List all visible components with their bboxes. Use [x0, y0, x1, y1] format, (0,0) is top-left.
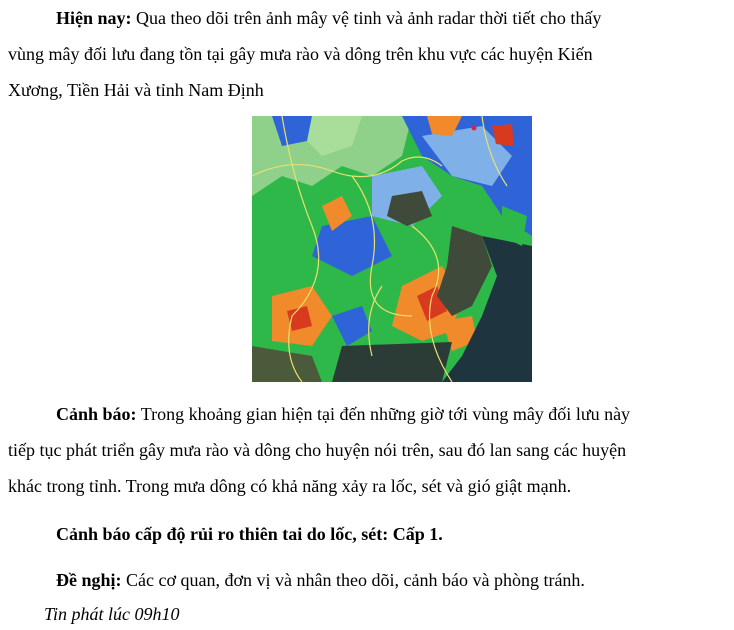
current-line-2: vùng mây đối lưu đang tồn tại gây mưa rào và dông trên khu vực các huyện Kiến	[8, 44, 593, 64]
current-line-1	[8, 0, 728, 36]
weather-radar-map-icon	[252, 116, 532, 382]
risk-level-text: Cảnh báo cấp độ rủi ro thiên tai do lốc, sét: Cấp 1.	[56, 524, 443, 544]
warning-lead: Cảnh báo:	[56, 404, 137, 424]
warning-line-1	[8, 396, 728, 432]
warning-text-1: Trong khoảng gian hiện tại đến những giờ tới vùng mây đối lưu này	[140, 404, 631, 424]
warning-line-2: tiếp tục phát triển gây mưa rào và dông cho huyện nói trên, sau đó lan sang các huyện	[8, 440, 627, 460]
radar-image	[252, 116, 532, 382]
current-line-3: Xương, Tiền Hải và tỉnh Nam Định	[8, 80, 264, 100]
current-lead: Hiện nay:	[56, 8, 132, 28]
recommendation-lead: Đề nghị:	[56, 570, 122, 590]
recommendation-text: Các cơ quan, đơn vị và nhân theo dõi, cảnh báo và phòng tránh.	[126, 570, 585, 590]
current-paragraph	[8, 0, 728, 108]
issued-time: Tin phát lúc 09h10	[44, 604, 180, 624]
current-text-1: Qua theo dõi trên ảnh mây vệ tinh và ảnh radar thời tiết cho thấy	[136, 8, 602, 28]
recommendation-paragraph	[8, 562, 728, 598]
warning-line-3: khác trong tỉnh. Trong mưa dông có khả năng xảy ra lốc, sét và gió giật mạnh.	[8, 476, 572, 496]
warning-paragraph	[8, 396, 728, 504]
risk-level-paragraph	[8, 516, 728, 552]
